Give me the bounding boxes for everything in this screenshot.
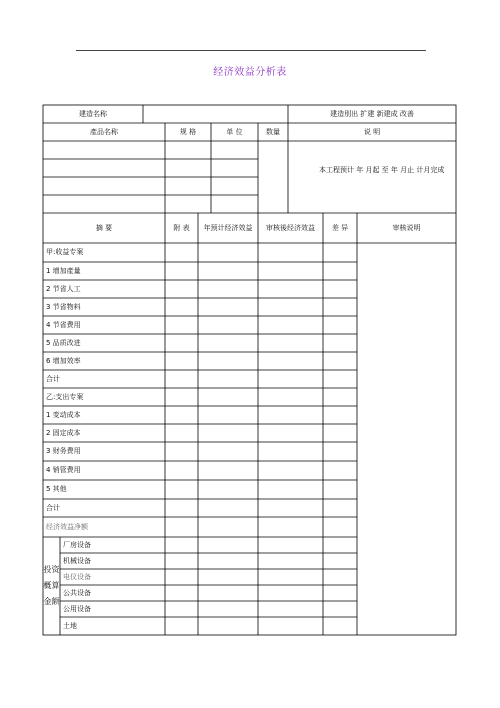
col-summary: 摘 要 — [95, 223, 113, 232]
project-type-options: 建造別出 扩建 新建成 改善 — [330, 109, 414, 118]
row-label: 4 销管费用 — [46, 466, 81, 474]
project-name-label: 建造名称 — [79, 109, 107, 118]
col-estimated-benefit: 年预计经济效益 — [203, 223, 253, 232]
row-label-net-benefit: 经济效益净额 — [46, 522, 88, 531]
col-explanation: 说 明 — [363, 127, 381, 136]
investment-item: 电仪设备 — [63, 572, 91, 581]
row-label: 4 节省费用 — [46, 320, 81, 329]
row-label: 1 变动成本 — [46, 410, 81, 419]
col-audited-benefit: 审核後经济效益 — [266, 223, 315, 232]
row-label: 甲:收益专案 — [46, 248, 84, 256]
row-label: 3 节省物料 — [46, 302, 81, 311]
row-label: 1 增加產量 — [46, 266, 81, 275]
investment-item: 公用设备 — [63, 604, 91, 613]
col-difference: 差 异 — [331, 223, 349, 232]
completion-note: 本工程预计 年 月起 至 年 月止 计月完成 — [319, 166, 445, 174]
row-label: 合计 — [46, 374, 60, 383]
row-label: 5 品质改进 — [46, 338, 81, 347]
col-product-name: 產品名称 — [90, 127, 118, 136]
investment-item: 厂房设备 — [63, 540, 91, 549]
row-label: 3 财务费用 — [46, 447, 81, 455]
row-label: 6 增加效率 — [46, 356, 81, 365]
investment-item: 土地 — [63, 621, 77, 630]
investment-item: 机械设备 — [63, 556, 91, 565]
col-unit: 单 位 — [226, 127, 243, 136]
col-spec: 规 格 — [179, 127, 197, 136]
row-label: 5 其他 — [46, 485, 67, 493]
row-label: 乙:支出专案 — [46, 392, 84, 401]
row-label: 合计 — [46, 503, 60, 512]
col-attachment: 附 表 — [173, 223, 190, 232]
col-audit-note: 审核说明 — [392, 223, 421, 232]
investment-item: 公共设备 — [63, 588, 91, 597]
page-title: 经济效益分析表 — [213, 67, 287, 78]
row-label: 2 节省人工 — [46, 284, 81, 293]
col-quantity: 数量 — [266, 127, 280, 136]
investment-label: 投资概算金额 — [43, 565, 60, 606]
row-label: 2 固定成本 — [46, 428, 81, 437]
